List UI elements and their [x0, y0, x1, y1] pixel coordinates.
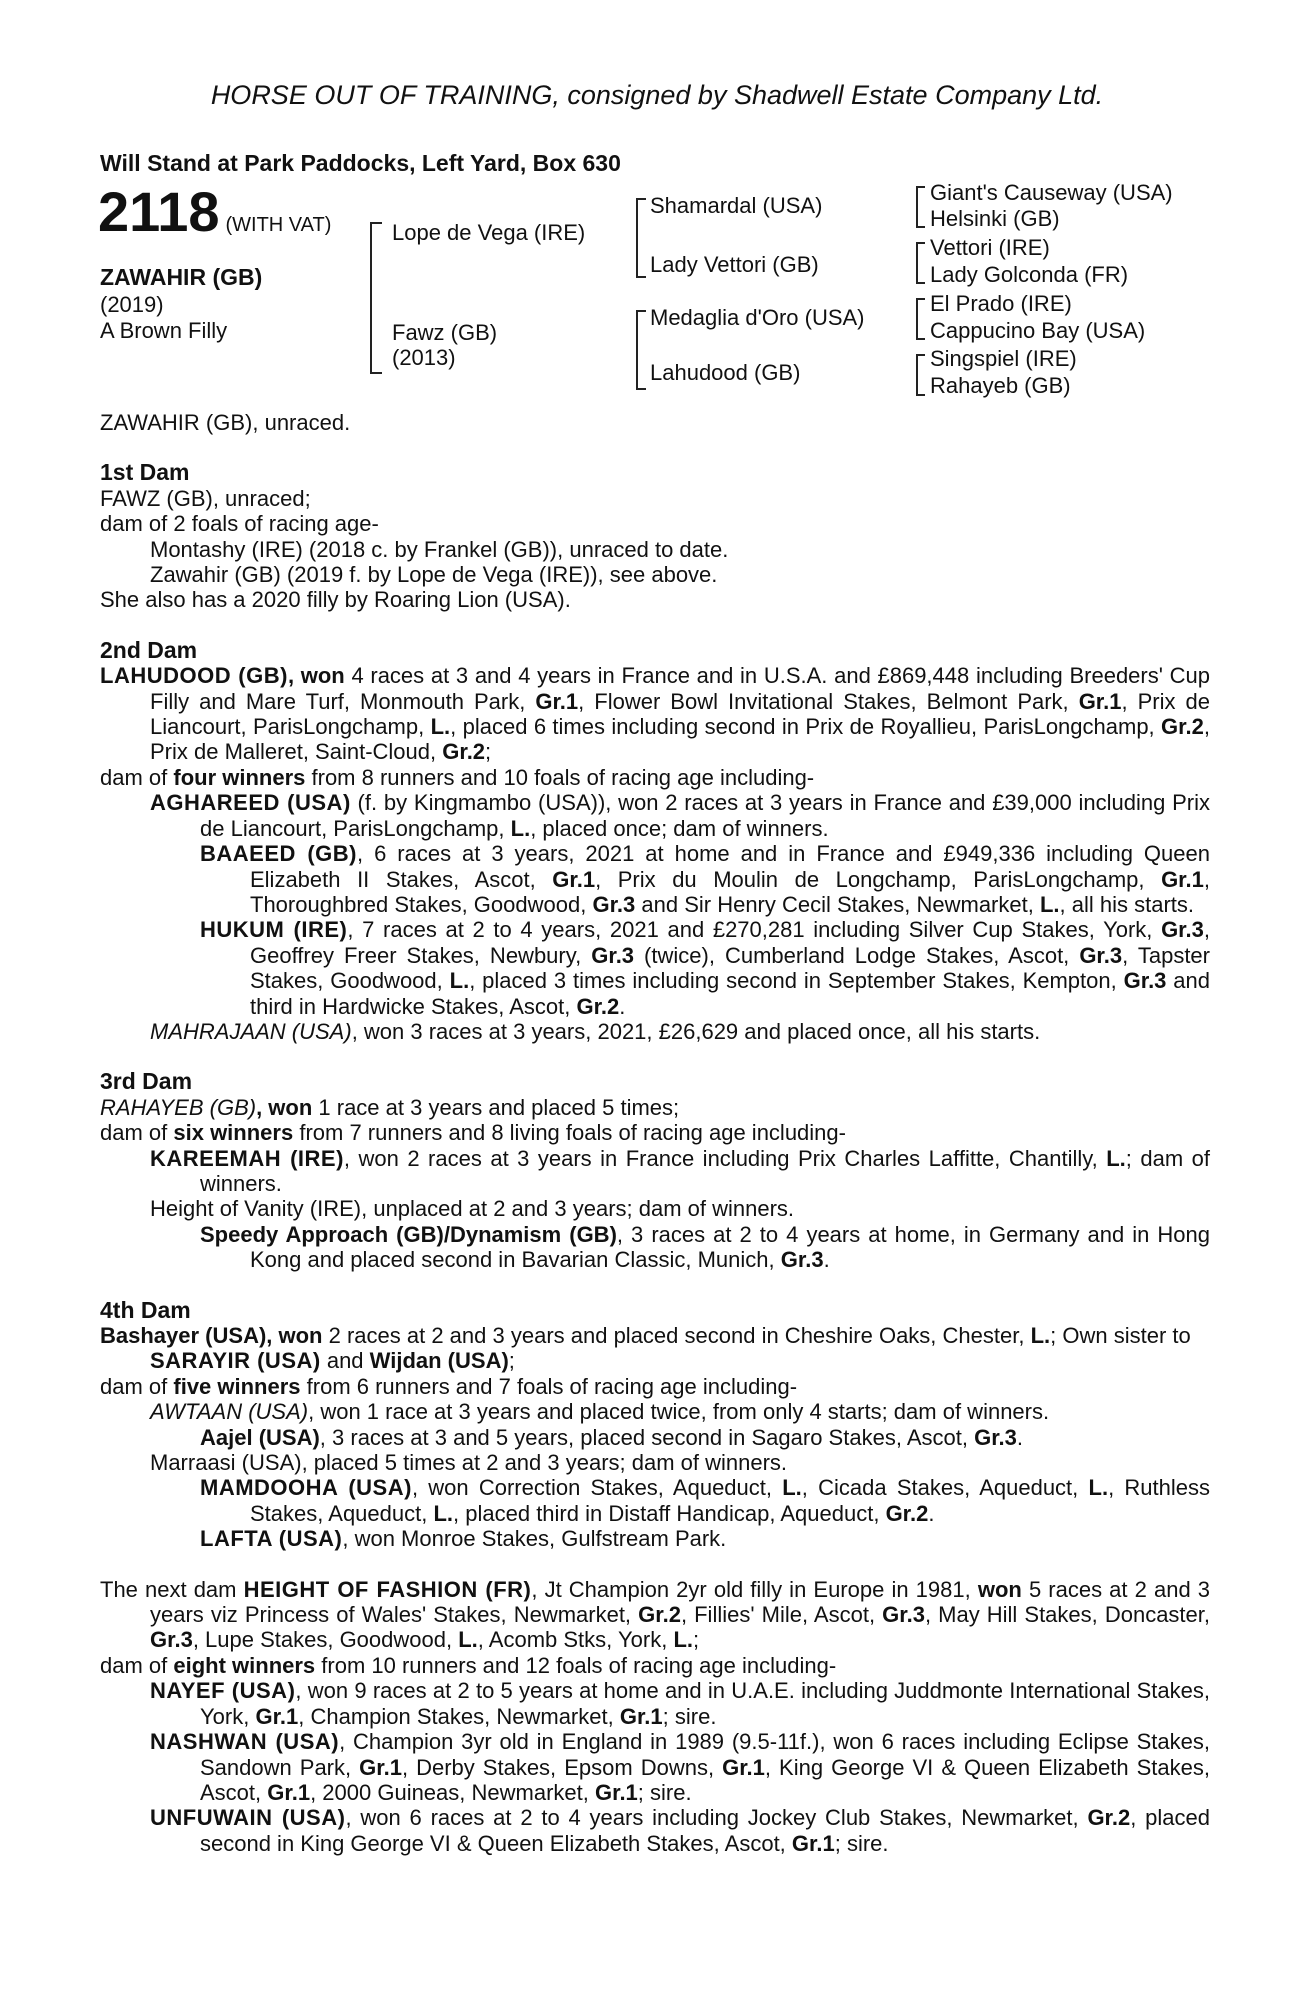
produce-baaeed: BAAEED (GB), 6 races at 3 years, 2021 at home and in France and £949,336 including Queen Elizabeth II Stakes, Ascot, Gr.1, Prix du Moulin de Longchamp, ParisLongchamp, Gr.1, Thoroughbred Stakes, Goodwood, Gr.3 and Sir Henry Cecil Stakes, Newmarket, L., all his starts. [200, 841, 1210, 917]
produce-aghareed: AGHAREED (USA) (f. by Kingmambo (USA)), won 2 races at 3 years in France and £39,000 including Prix de Liancourt, ParisLongchamp, L., placed once; dam of winners. [150, 790, 1210, 841]
produce-nashwan: NASHWAN (USA), Champion 3yr old in England in 1989 (9.5-11f.), won 6 races including Eclipse Stakes, Sandown Park, Gr.1, Derby Stakes, Epsom Downs, Gr.1, King George VI & Queen Elizabeth Stakes, Ascot, Gr.1, 2000 Guineas, Newmarket, Gr.1; sire. [150, 1729, 1211, 1805]
horse-description: A Brown Filly [100, 318, 228, 343]
horse-year: (2019) [100, 292, 164, 317]
pedigree-sire-dam: Lady Vettori (GB) [650, 252, 819, 277]
produce-awtaan: AWTAAN (USA), won 1 race at 3 years and placed twice, from only 4 starts; dam of winners. [150, 1399, 1050, 1425]
produce-lafta: LAFTA (USA), won Monroe Stakes, Gulfstream Park. [200, 1526, 727, 1552]
vat-note: (WITH VAT) [225, 214, 332, 236]
pedigree-brace-dam [636, 310, 646, 390]
produce-aajel: Aajel (USA), 3 races at 3 and 5 years, placed second in Sagaro Stakes, Ascot, Gr.3. [200, 1424, 1024, 1450]
second-dam-record: LAHUDOOD (GB), won 4 races at 3 and 4 years in France and in U.S.A. and £869,448 including Breeders' Cup Filly and Mare Turf, Monmouth Park, Gr.1, Flower Bowl Invitational Stakes, Belmont Park, Gr.1, Prix de Liancourt, ParisLongchamp, L., placed 6 times including second in Prix de Royallieu, ParisLongchamp, Gr.2, Prix de Malleret, Saint-Cloud, Gr.2; [100, 663, 1211, 765]
produce-speedy-approach: Speedy Approach (GB)/Dynamism (GB), 3 races at 2 to 4 years at home, in Germany and in Hong Kong and placed second in Bavarian Classic, Munich, Gr.3. [200, 1221, 1210, 1273]
pedigree-dd-dam: Rahayeb (GB) [930, 373, 1071, 398]
pedigree-dd-sire: Singspiel (IRE) [930, 346, 1077, 371]
produce-kareemah: KAREEMAH (IRE), won 2 races at 3 years in France including Prix Charles Laffitte, Chantilly, L.; dam of winners. [150, 1145, 1210, 1196]
pedigree-dam: Fawz (GB) [392, 320, 498, 345]
next-dam-record: The next dam HEIGHT OF FASHION (FR), Jt Champion 2yr old filly in Europe in 1981, won 5 races at 2 and 3 years viz Princess of Wales' Stakes, Newmarket, Gr.2, Fillies' Mile, Ascot, Gr.3, May Hill Stakes, Doncaster, Gr.3, Lupe Stakes, Goodwood, L., Acomb Stks, York, L.; [100, 1576, 1211, 1653]
second-dam-heading: 2nd Dam [100, 636, 198, 663]
catalogue-header: HORSE OUT OF TRAINING, consigned by Shadwell Estate Company Ltd. [210, 80, 1104, 110]
pedigree-dam-dam: Lahudood (GB) [650, 360, 801, 385]
first-dam-line: dam of 2 foals of racing age- [100, 511, 379, 537]
fourth-dam-heading: 4th Dam [100, 1296, 191, 1323]
pedigree-sire-sire: Shamardal (USA) [650, 193, 823, 218]
second-dam-produce-summary: dam of four winners from 8 runners and 10 foals of racing age including- [100, 764, 815, 790]
pedigree-ds-sire: El Prado (IRE) [930, 291, 1072, 316]
lot-number-block [98, 180, 331, 257]
next-dam-produce-summary: dam of eight winners from 10 runners and 12 foals of racing age including- [100, 1652, 837, 1678]
produce-unfuwain: UNFUWAIN (USA), won 6 races at 2 to 4 years including Jockey Club Stakes, Newmarket, Gr.2, placed second in King George VI & Queen Elizabeth Stakes, Ascot, Gr.1; sire. [150, 1805, 1210, 1856]
pedigree-ds-dam: Cappucino Bay (USA) [930, 318, 1146, 343]
pedigree-dam-year: (2013) [392, 345, 456, 370]
pedigree-brace-ds [916, 298, 925, 340]
produce-mahrajaan: MAHRAJAAN (USA), won 3 races at 3 years, 2021, £26,629 and placed once, all his starts. [150, 1018, 1041, 1044]
lot-number: 2118 [98, 180, 220, 243]
pedigree-brace-sd [916, 242, 925, 284]
first-dam-heading: 1st Dam [100, 459, 190, 486]
section-spacer [100, 1552, 1210, 1577]
horse-name: ZAWAHIR (GB) [100, 264, 263, 290]
produce-height-of-vanity: Height of Vanity (IRE), unplaced at 2 and 3 years; dam of winners. [150, 1196, 795, 1222]
first-dam-line: She also has a 2020 filly by Roaring Lion (USA). [100, 587, 571, 613]
third-dam-heading: 3rd Dam [100, 1068, 193, 1095]
pedigree-ss-dam: Helsinki (GB) [930, 206, 1060, 231]
pedigree-brace-main [370, 222, 382, 374]
pedigree-sd-dam: Lady Golconda (FR) [930, 262, 1129, 287]
pedigree-ss-sire: Giant's Causeway (USA) [930, 180, 1173, 205]
pedigree-brace-sire [636, 198, 646, 278]
pedigree-brace-dd [916, 354, 925, 396]
third-dam-produce-summary: dam of six winners from 7 runners and 8 living foals of racing age including- [100, 1120, 846, 1146]
stand-location: Will Stand at Park Paddocks, Left Yard, Box 630 [100, 150, 621, 176]
fourth-dam-record: Bashayer (USA), won 2 races at 2 and 3 years and placed second in Cheshire Oaks, Chester, L.; Own sister to SARAYIR (USA) and Wijdan (USA); [100, 1323, 1191, 1374]
pedigree-dam-sire: Medaglia d'Oro (USA) [650, 305, 865, 330]
third-dam-record: RAHAYEB (GB), won 1 race at 3 years and placed 5 times; [100, 1094, 680, 1120]
fourth-dam-produce-summary: dam of five winners from 6 runners and 7 foals of racing age including- [100, 1373, 798, 1399]
produce-mamdooha: MAMDOOHA (USA), won Correction Stakes, Aqueduct, L., Cicada Stakes, Aqueduct, L., Ruthless Stakes, Aqueduct, L., placed third in Distaff Handicap, Aqueduct, Gr.2. [200, 1475, 1211, 1526]
catalogue-body [100, 410, 1210, 1856]
pedigree-sd-sire: Vettori (IRE) [930, 235, 1050, 260]
produce-hukum: HUKUM (IRE), 7 races at 2 to 4 years, 2021 and £270,281 including Silver Cup Stakes, York, Gr.3, Geoffrey Freer Stakes, Newbury, Gr.3 (twice), Cumberland Lodge Stakes, Ascot, Gr.3, Tapster Stakes, Goodwood, L., placed 3 times including second in September Stakes, Kempton, Gr.3 and third in Hardwicke Stakes, Ascot, Gr.2. [200, 917, 1210, 1019]
produce-marraasi: Marraasi (USA), placed 5 times at 2 and 3 years; dam of winners. [150, 1450, 788, 1476]
first-dam-produce: Zawahir (GB) (2019 f. by Lope de Vega (IRE)), see above. [150, 562, 718, 588]
produce-nayef: NAYEF (USA), won 9 races at 2 to 5 years at home and in U.A.E. including Juddmonte International Stakes, York, Gr.1, Champion Stakes, Newmarket, Gr.1; sire. [150, 1678, 1210, 1729]
first-dam-produce: Montashy (IRE) (2018 c. by Frankel (GB)), unraced to date. [150, 536, 729, 562]
pedigree-sire: Lope de Vega (IRE) [392, 220, 586, 245]
first-dam-line: FAWZ (GB), unraced; [100, 485, 311, 511]
unraced-line: ZAWAHIR (GB), unraced. [100, 410, 351, 435]
pedigree-brace-ss [916, 186, 925, 228]
